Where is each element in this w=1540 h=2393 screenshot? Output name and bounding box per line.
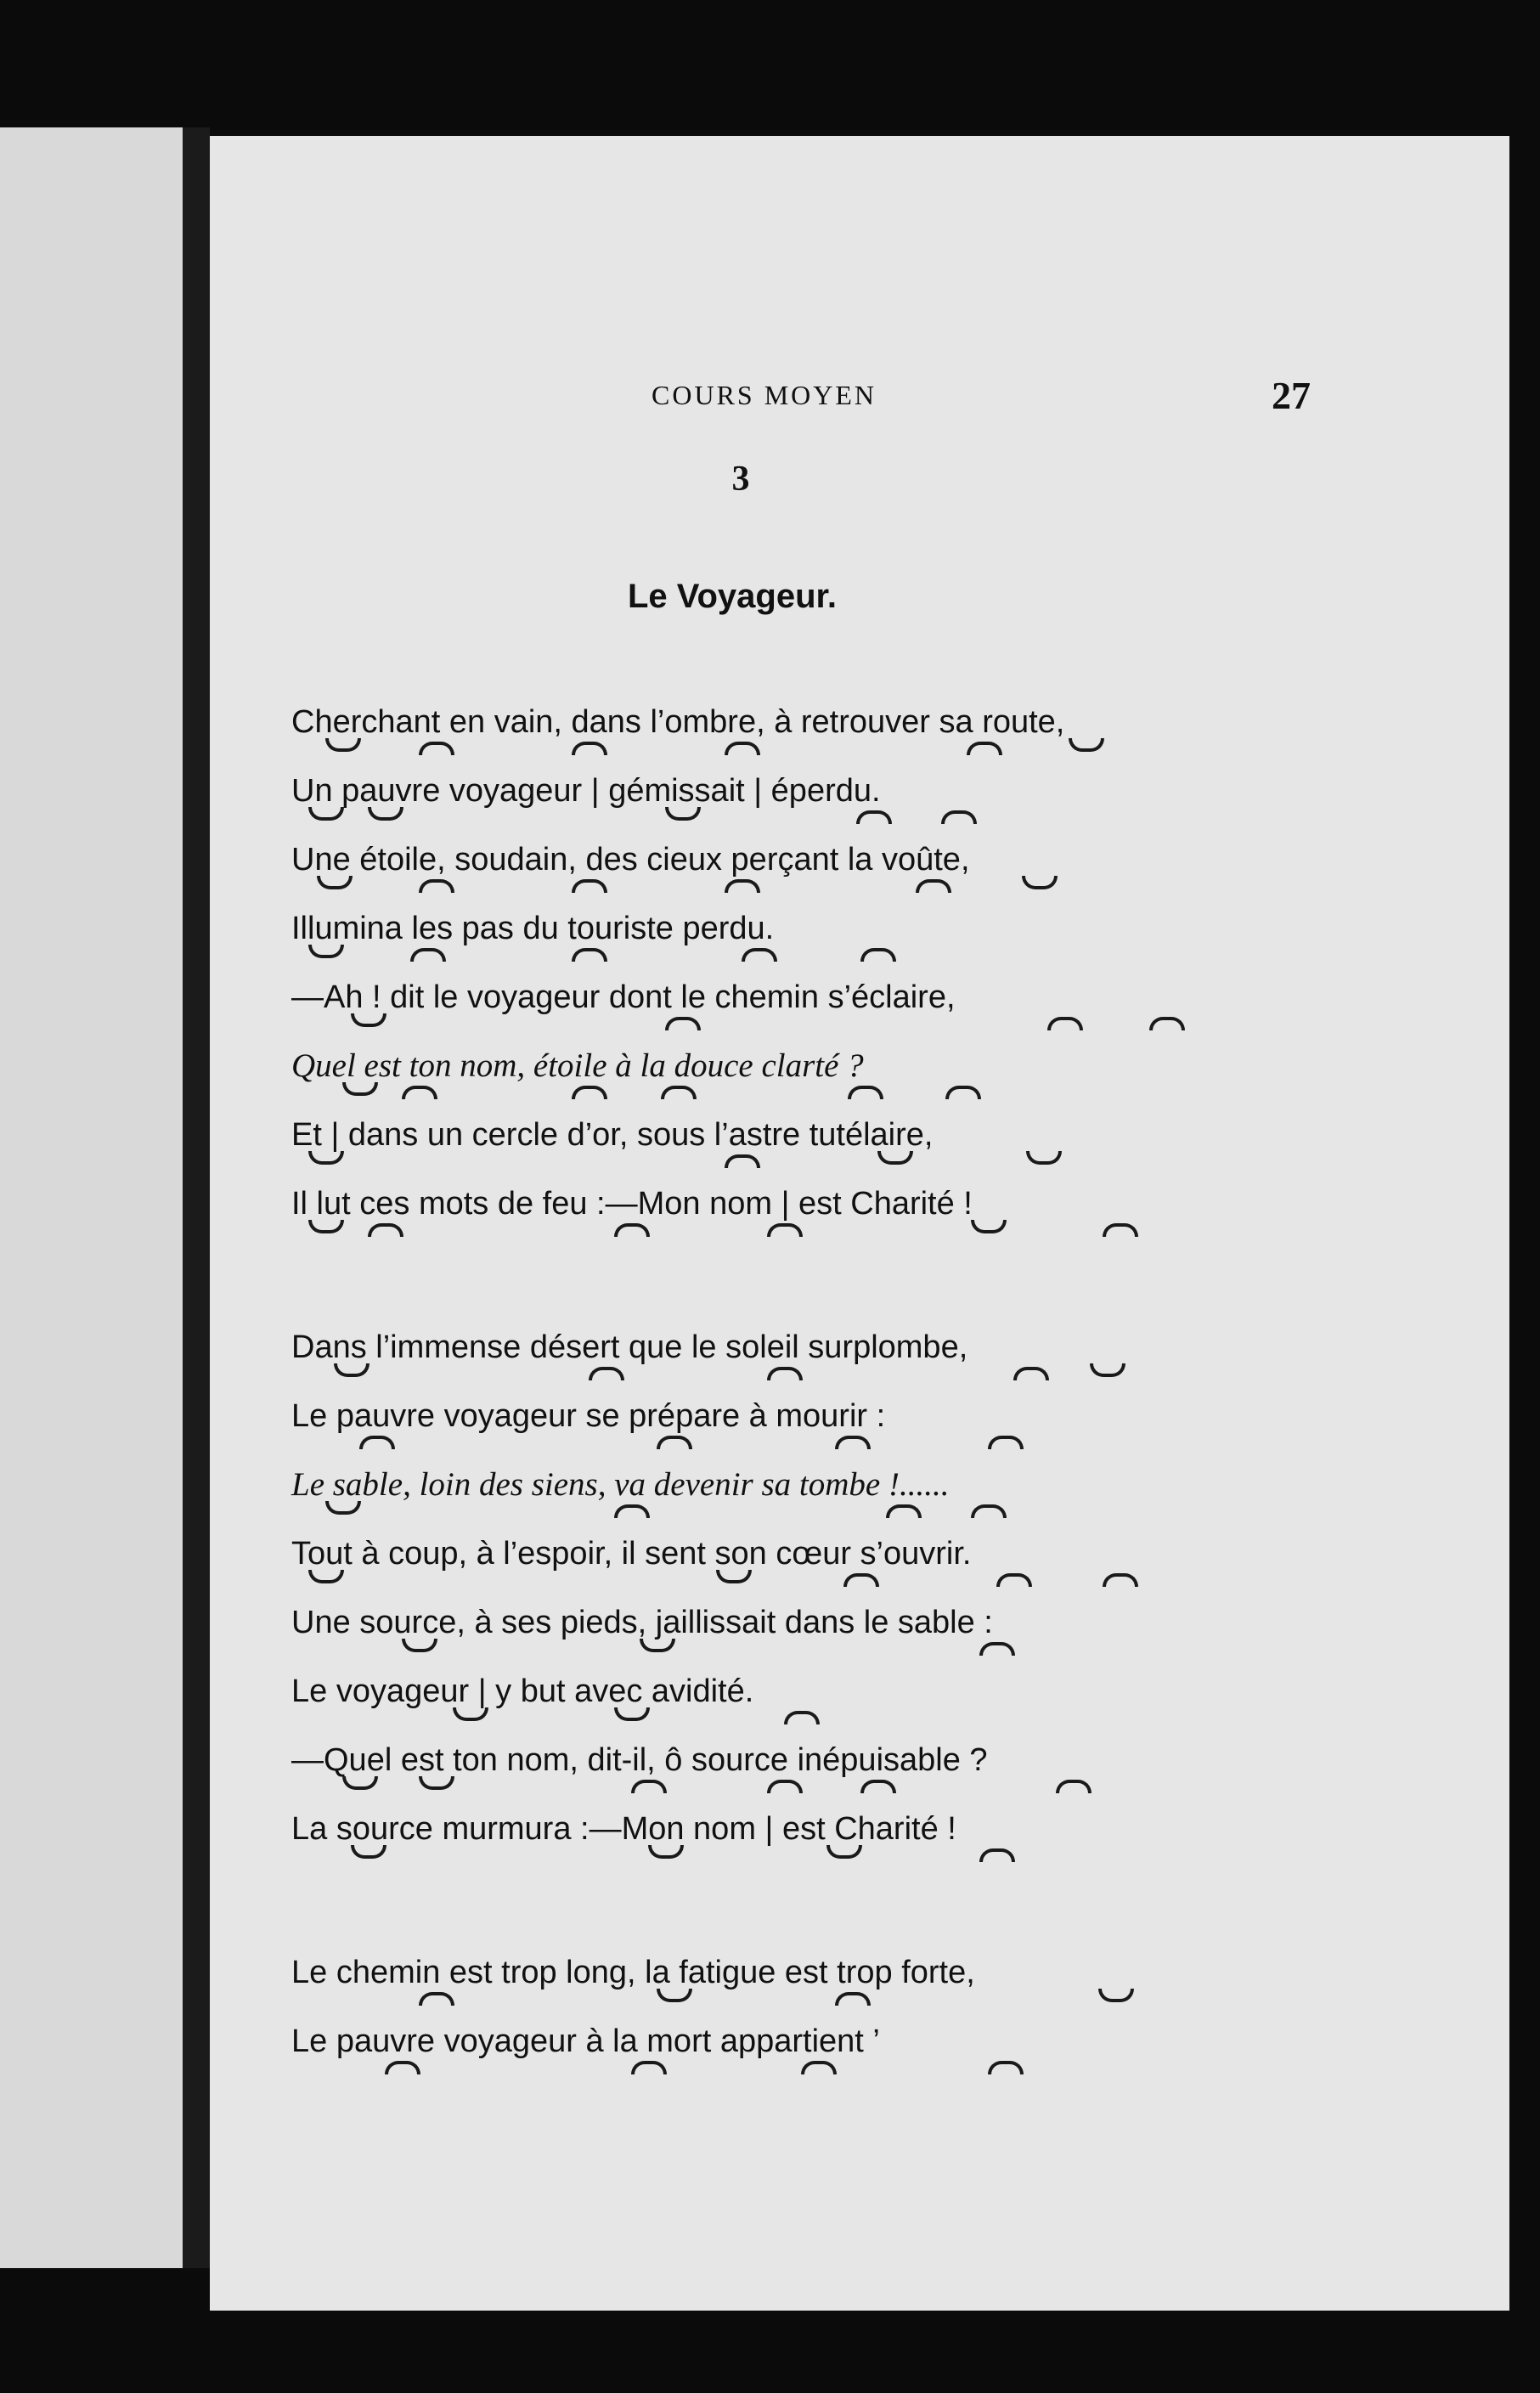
breve-mark [419, 1776, 454, 1790]
verse-line [291, 976, 1413, 1045]
verse-text: Le voyageur | y but avec avidité. [291, 1673, 754, 1709]
arc-mark [856, 810, 892, 824]
arc-mark [725, 1154, 760, 1168]
arc-mark [572, 742, 607, 755]
scansion-marks [291, 1707, 1141, 1733]
breve-mark [351, 1013, 386, 1027]
arc-mark [979, 1642, 1015, 1656]
arc-mark [996, 1573, 1032, 1587]
scansion-marks [291, 1845, 1141, 1871]
arc-mark [1103, 1573, 1138, 1587]
stanza [291, 701, 1413, 1251]
breve-mark [614, 1707, 650, 1721]
scansion-marks [291, 876, 1141, 901]
scansion-marks [291, 1989, 1141, 2014]
arc-mark [410, 948, 446, 962]
breve-mark [308, 945, 344, 958]
poem-title: Le Voyageur. [627, 578, 837, 615]
arc-mark [725, 879, 760, 893]
verse-text: Le sable, loin des siens, va devenir sa tombe !...... [291, 1466, 950, 1503]
scansion-marks [291, 1639, 1141, 1664]
arc-mark [419, 1992, 454, 2006]
running-title: COURS MOYEN [652, 380, 877, 410]
breve-mark [648, 1845, 684, 1859]
arc-mark [742, 948, 777, 962]
breve-mark [1026, 1151, 1062, 1165]
verse-line [291, 1395, 1413, 1464]
book-page [210, 136, 1509, 2311]
arc-mark [835, 1436, 871, 1449]
scansion-marks [291, 1013, 1141, 1039]
breve-mark [1090, 1363, 1125, 1377]
book-gutter [183, 127, 210, 2268]
arc-mark [631, 1780, 667, 1793]
verse-line [291, 1601, 1413, 1670]
arc-mark [419, 742, 454, 755]
verse-line [291, 1951, 1413, 2020]
arc-mark [843, 1573, 879, 1587]
poem-body [291, 701, 1413, 2164]
breve-mark [971, 1220, 1007, 1233]
breve-mark [325, 738, 361, 752]
verse-text: —Ah ! dit le voyageur dont le chemin s’éclaire, [291, 979, 956, 1015]
verse-line [291, 1114, 1413, 1182]
verse-text: Le pauvre voyageur à la mort appartient ’ [291, 2023, 880, 2059]
verse-line [291, 701, 1413, 770]
arc-mark [572, 948, 607, 962]
breve-mark [657, 1989, 692, 2002]
verse-text: La source murmura :—Mon nom | est Charité ! [291, 1811, 956, 1847]
arc-mark [657, 1436, 692, 1449]
breve-mark [368, 807, 403, 821]
scansion-marks [291, 1570, 1141, 1595]
arc-mark [784, 1711, 820, 1724]
arc-mark [572, 879, 607, 893]
arc-mark [860, 1780, 896, 1793]
breve-mark [826, 1845, 862, 1859]
arc-mark [1056, 1780, 1092, 1793]
breve-mark [716, 1570, 752, 1583]
arc-mark [767, 1223, 803, 1237]
breve-mark [640, 1639, 675, 1652]
arc-mark [801, 2061, 837, 2074]
scansion-marks [291, 945, 1141, 970]
stanza [291, 1951, 1413, 2089]
arc-mark [945, 1086, 981, 1099]
breve-mark [665, 807, 701, 821]
scansion-marks [291, 1082, 1141, 1108]
running-head [210, 374, 1509, 417]
scansion-marks [291, 1220, 1141, 1245]
verse-text: Quel est ton nom, étoile à la douce clarté ? [291, 1047, 864, 1084]
section-number-block [210, 459, 1509, 499]
arc-mark [767, 1367, 803, 1380]
breve-mark [351, 1845, 386, 1859]
arc-mark [979, 1848, 1015, 1862]
left-page-edge [0, 127, 183, 2268]
arc-mark [916, 879, 951, 893]
arc-mark [988, 2061, 1024, 2074]
verse-text: Le chemin est trop long, la fatigue est trop forte, [291, 1955, 975, 1990]
breve-mark [308, 1570, 344, 1583]
verse-text: Il lut ces mots de feu :—Mon nom | est Charité ! [291, 1186, 973, 1222]
arc-mark [1103, 1223, 1138, 1237]
breve-mark [334, 1363, 369, 1377]
verse-line [291, 1670, 1413, 1739]
arc-mark [1047, 1017, 1083, 1030]
verse-line [291, 1045, 1413, 1114]
breve-mark [308, 1151, 344, 1165]
verse-text: Le pauvre voyageur se prépare à mourir : [291, 1398, 886, 1434]
arc-mark [848, 1086, 883, 1099]
verse-text: Illumina les pas du touriste perdu. [291, 911, 775, 946]
section-number: 3 [731, 460, 750, 499]
arc-mark [631, 2061, 667, 2074]
scansion-marks [291, 1776, 1141, 1802]
breve-mark [402, 1639, 437, 1652]
verse-line [291, 1326, 1413, 1395]
page-number: 27 [1272, 374, 1311, 417]
verse-line [291, 1532, 1413, 1601]
arc-mark [967, 742, 1002, 755]
arc-mark [385, 2061, 420, 2074]
breve-mark [877, 1151, 913, 1165]
breve-mark [1069, 738, 1104, 752]
arc-mark [886, 1504, 922, 1518]
arc-mark [1149, 1017, 1185, 1030]
breve-mark [308, 807, 344, 821]
scansion-marks [291, 738, 1141, 764]
verse-text: Une source, à ses pieds, jaillissait dans le sable : [291, 1605, 993, 1640]
breve-mark [1098, 1989, 1134, 2002]
arc-mark [368, 1223, 403, 1237]
verse-line [291, 1808, 1413, 1877]
verse-text: Cherchant en vain, dans l’ombre, à retrouver sa route, [291, 704, 1065, 740]
verse-line [291, 838, 1413, 907]
breve-mark [317, 876, 353, 889]
scansion-marks [291, 1151, 1141, 1177]
scansion-marks [291, 807, 1141, 832]
verse-text: Dans l’immense désert que le soleil surplombe, [291, 1329, 968, 1365]
arc-mark [860, 948, 896, 962]
verse-line [291, 1464, 1413, 1532]
arc-mark [419, 879, 454, 893]
verse-text: Tout à coup, à l’espoir, il sent son cœur s’ouvrir. [291, 1536, 972, 1572]
breve-mark [342, 1082, 378, 1096]
scansion-marks [291, 1363, 1141, 1389]
verse-line [291, 2020, 1413, 2089]
breve-mark [325, 1501, 361, 1515]
arc-mark [614, 1504, 650, 1518]
verse-text: Un pauvre voyageur | gémissait | éperdu. [291, 773, 881, 809]
arc-mark [359, 1436, 395, 1449]
arc-mark [941, 810, 977, 824]
arc-mark [614, 1223, 650, 1237]
arc-mark [572, 1086, 607, 1099]
breve-mark [308, 1220, 344, 1233]
arc-mark [725, 742, 760, 755]
arc-mark [589, 1367, 624, 1380]
verse-line [291, 907, 1413, 976]
verse-line [291, 1739, 1413, 1808]
scansion-marks [291, 2057, 1141, 2083]
verse-text: Une étoile, soudain, des cieux perçant la voûte, [291, 842, 970, 878]
arc-mark [402, 1086, 437, 1099]
verse-line [291, 1182, 1413, 1251]
arc-mark [665, 1017, 701, 1030]
verse-line [291, 770, 1413, 838]
breve-mark [1022, 876, 1058, 889]
poem-title-block [210, 578, 1509, 616]
arc-mark [835, 1992, 871, 2006]
arc-mark [661, 1086, 697, 1099]
verse-text: —Quel est ton nom, dit-il, ô source inépuisable ? [291, 1742, 988, 1778]
verse-text: Et | dans un cercle d’or, sous l’astre tutélaire, [291, 1117, 934, 1153]
stanza [291, 1326, 1413, 1877]
scansion-marks [291, 1432, 1141, 1458]
arc-mark [767, 1780, 803, 1793]
scansion-marks [291, 1501, 1141, 1527]
arc-mark [1013, 1367, 1049, 1380]
arc-mark [988, 1436, 1024, 1449]
breve-mark [342, 1776, 378, 1790]
breve-mark [453, 1707, 488, 1721]
arc-mark [971, 1504, 1007, 1518]
